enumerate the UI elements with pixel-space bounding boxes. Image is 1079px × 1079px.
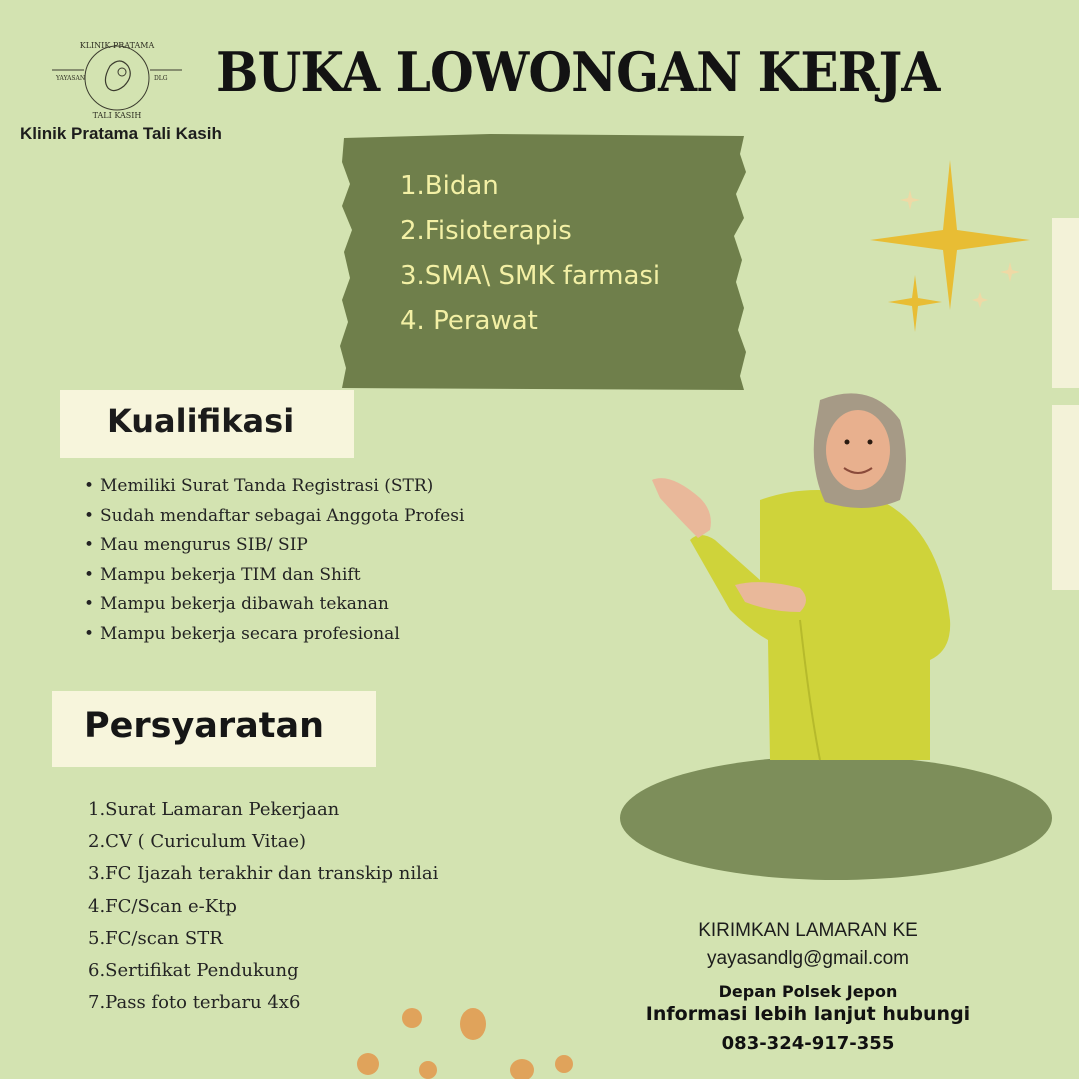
logo-arc-top: KLINIK PRATAMA <box>79 41 155 50</box>
job-item: 3.SMA\ SMK farmasi <box>400 261 661 291</box>
list-item: • Mampu bekerja TIM dan Shift <box>84 561 464 591</box>
clinic-logo <box>50 38 184 124</box>
list-item: • Memiliki Surat Tanda Registrasi (STR) <box>84 472 464 502</box>
decorative-ellipse <box>620 756 1052 880</box>
decorative-panel <box>1052 405 1079 590</box>
job-openings-list <box>400 164 660 344</box>
list-item: 6.Sertifikat Pendukung <box>88 960 299 982</box>
decorative-panel <box>1052 218 1079 388</box>
nurse-photo <box>640 380 970 770</box>
list-item: 4.FC/Scan e-Ktp <box>88 895 237 917</box>
persyaratan-list <box>88 794 438 1019</box>
page-title: BUKA LOWONGAN KERJA <box>216 40 940 104</box>
logo-right-text: DLG <box>154 75 168 82</box>
list-item: 1.Surat Lamaran Pekerjaan <box>88 799 340 820</box>
contact-block <box>660 918 956 974</box>
contact-phone[interactable]: 083-324-917-355 <box>721 1033 895 1054</box>
kualifikasi-heading: Kualifikasi <box>107 402 295 440</box>
list-item: • Mau mengurus SIB/ SIP <box>84 531 464 561</box>
logo-arc-bottom: TALI KASIH <box>92 111 142 120</box>
job-item: 2.Fisioterapis <box>400 216 572 246</box>
contact-email[interactable]: yayasandlg@gmail.com <box>707 948 909 969</box>
clinic-name: Klinik Pratama Tali Kasih <box>20 124 222 143</box>
list-item: 7.Pass foto terbaru 4x6 <box>88 992 301 1014</box>
list-item: 5.FC/scan STR <box>88 927 223 949</box>
logo-left-text: YAYASAN <box>56 75 86 82</box>
job-item: 1.Bidan <box>400 171 499 201</box>
persyaratan-heading: Persyaratan <box>84 706 325 746</box>
decorative-dots <box>340 1000 600 1079</box>
list-item: 3.FC Ijazah terakhir dan transkip nilai <box>88 863 439 885</box>
list-item: • Sudah mendaftar sebagai Anggota Profesi <box>84 502 464 532</box>
kualifikasi-list <box>84 472 464 650</box>
send-to-label: KIRIMKAN LAMARAN KE <box>698 920 918 941</box>
sparkle-icon <box>860 160 1040 340</box>
list-item: • Mampu bekerja secara profesional <box>84 620 464 650</box>
list-item: • Mampu bekerja dibawah tekanan <box>84 590 464 620</box>
contact-location: Depan Polsek Jepon <box>718 982 898 1001</box>
job-item: 4. Perawat <box>400 306 538 336</box>
list-item: 2.CV ( Curiculum Vitae) <box>88 831 307 853</box>
contact-more-info: Informasi lebih lanjut hubungi <box>645 1003 971 1025</box>
